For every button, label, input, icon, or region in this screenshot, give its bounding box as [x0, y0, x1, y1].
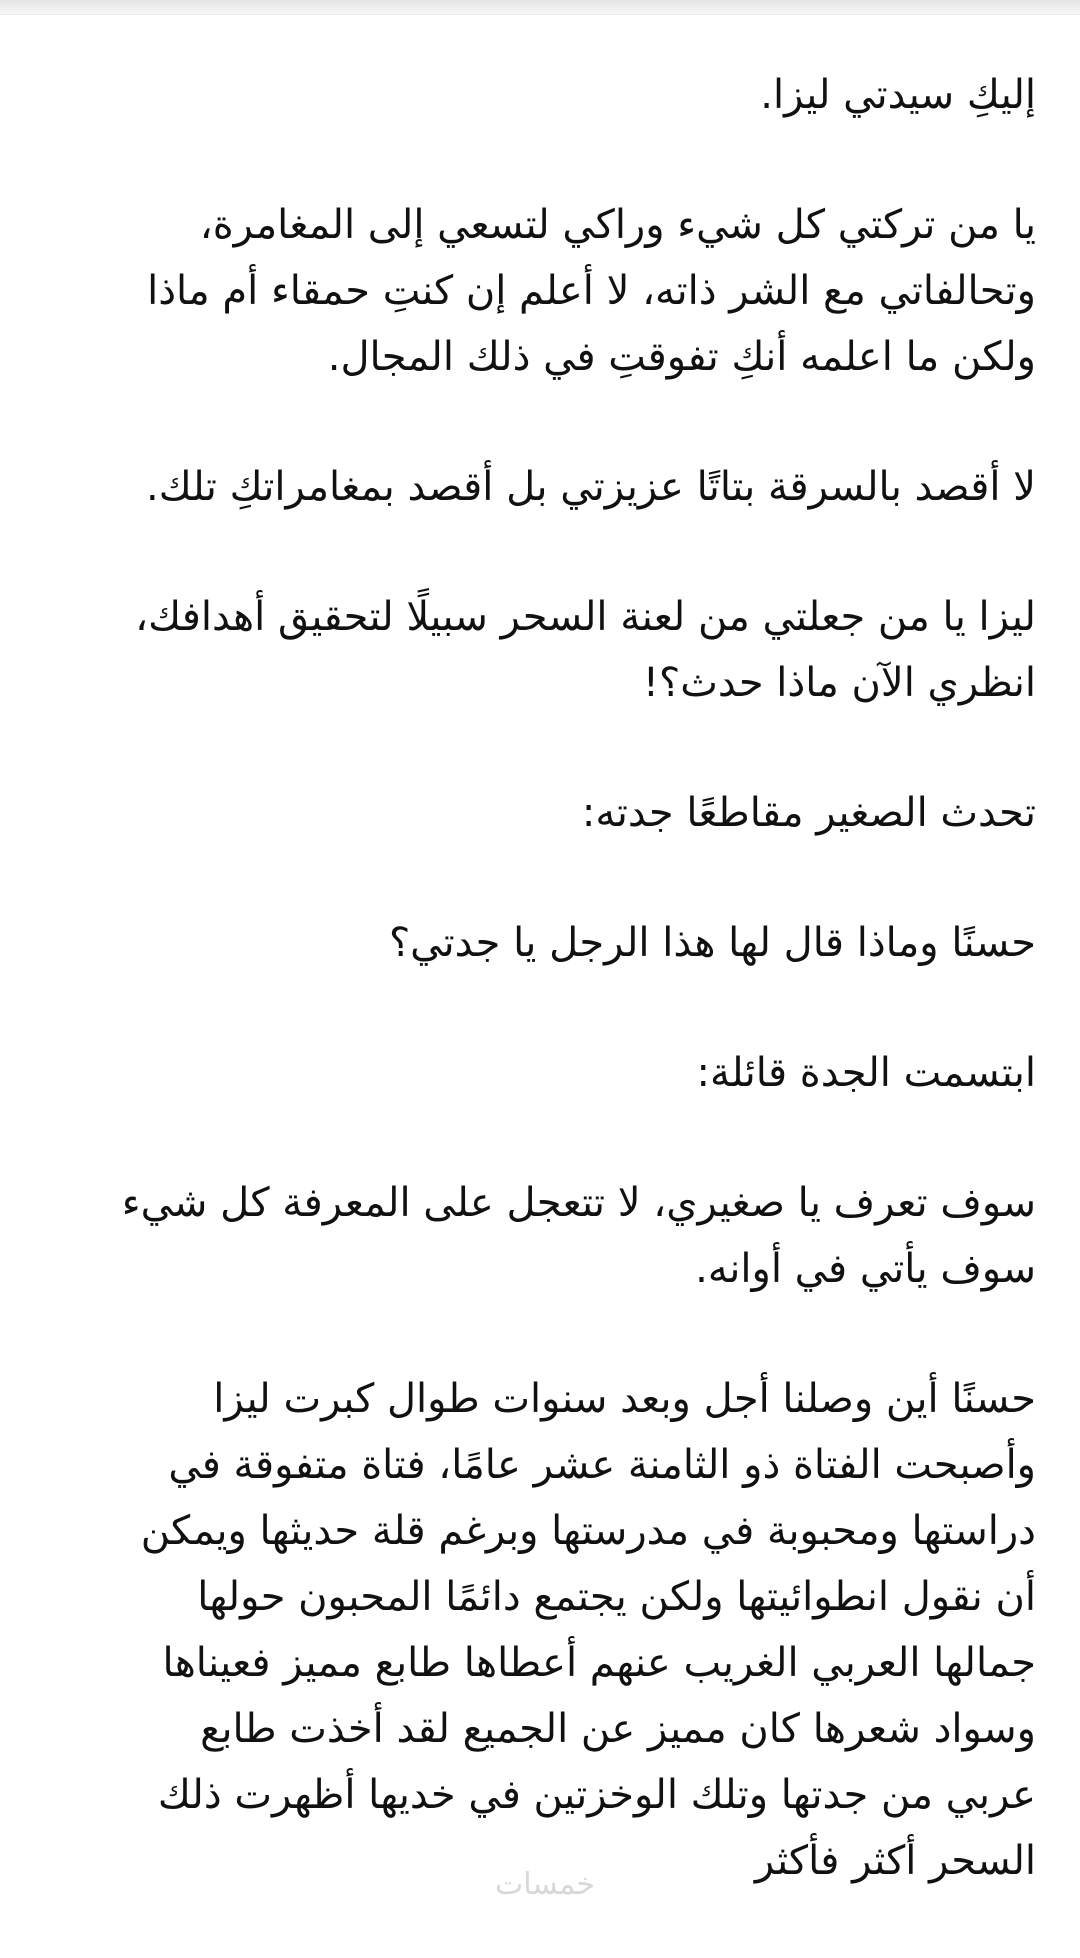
paragraph-grandmother-answer	[26, 1170, 1036, 1302]
site-watermark: خمسات	[494, 1867, 596, 1902]
paragraph-liza-grows-up	[26, 1366, 1036, 1894]
paragraph-letter-greeting	[26, 62, 1036, 128]
text-line: حسنًا وماذا قال لها هذا الرجل يا جدتي؟	[388, 920, 1036, 966]
text-line: سوف يأتي في أوانه.	[695, 1246, 1036, 1292]
text-line: وأصبحت الفتاة ذو الثامنة عشر عامًا، فتاة متفوقة في	[168, 1442, 1036, 1488]
paragraph-boy-question	[26, 910, 1036, 976]
top-divider	[0, 0, 1080, 15]
text-line: تحدث الصغير مقاطعًا جدته:	[581, 790, 1036, 836]
paragraph-curse	[26, 584, 1036, 716]
text-line: السحر أكثر فأكثر	[754, 1838, 1036, 1884]
paragraph-not-theft	[26, 454, 1036, 520]
text-line: ابتسمت الجدة قائلة:	[696, 1050, 1036, 1096]
text-line: وسواد شعرها كان مميز عن الجميع لقد أخذت طابع	[200, 1706, 1036, 1752]
text-line: جمالها العربي الغريب عنهم أعطاها طابع مميز فعيناها	[162, 1640, 1036, 1686]
text-line: ليزا يا من جعلتي من لعنة السحر سبيلًا لتحقيق أهدافك،	[135, 594, 1036, 640]
text-line: أن نقول انطوائيتها ولكن يجتمع دائمًا المحبون حولها	[197, 1574, 1036, 1620]
paragraph-grandmother-smiles	[26, 1040, 1036, 1106]
text-line: حسنًا أين وصلنا أجل وبعد سنوات طوال كبرت ليزا	[213, 1376, 1036, 1422]
text-line: دراستها ومحبوبة في مدرستها وبرغم قلة حديثها ويمكن	[140, 1508, 1036, 1554]
paragraph-adventure	[26, 192, 1036, 390]
paragraph-boy-interrupts	[26, 780, 1036, 846]
text-line: ولكن ما اعلمه أنكِ تفوقتِ في ذلك المجال.	[327, 334, 1036, 380]
text-line: انظري الآن ماذا حدث؟!	[642, 660, 1036, 706]
text-line: إليكِ سيدتي ليزا.	[760, 72, 1036, 118]
text-line: وتحالفاتي مع الشر ذاته، لا أعلم إن كنتِ حمقاء أم ماذا	[147, 268, 1036, 314]
text-line: عربي من جدتها وتلك الوخزتين في خديها أظهرت ذلك	[157, 1772, 1036, 1818]
text-line: سوف تعرف يا صغيري، لا تتعجل على المعرفة كل شيء	[121, 1180, 1036, 1226]
text-line: لا أقصد بالسرقة بتاتًا عزيزتي بل أقصد بمغامراتكِ تلك.	[146, 464, 1036, 510]
text-line: يا من تركتي كل شيء وراكي لتسعي إلى المغامرة،	[199, 202, 1036, 248]
story-text	[26, 62, 1036, 1958]
